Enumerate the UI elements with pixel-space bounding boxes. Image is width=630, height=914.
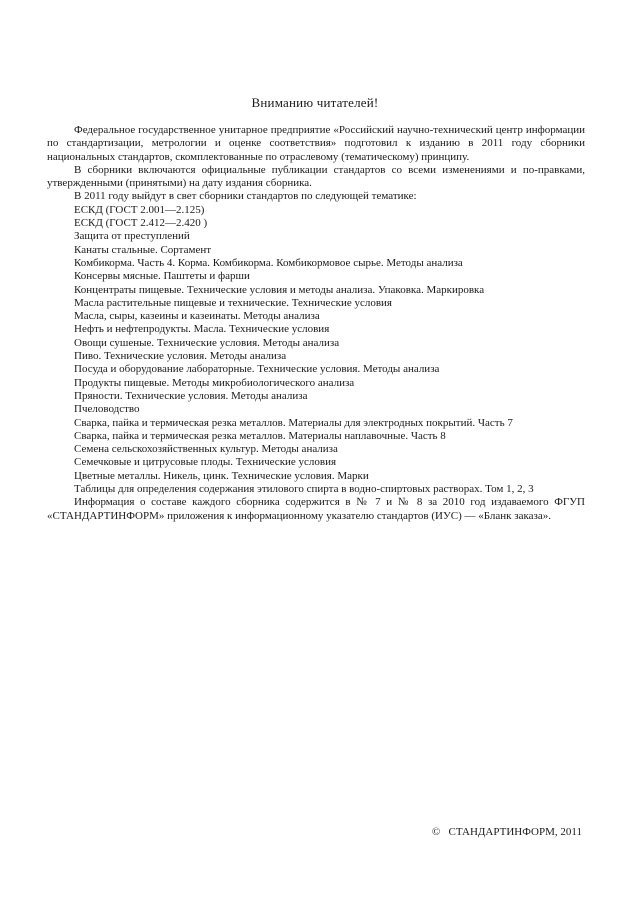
document-body xyxy=(47,124,585,523)
list-item: Цветные металлы. Никель, цинк. Технические условия. Марки xyxy=(74,469,369,482)
list-item: Нефть и нефтепродукты. Масла. Технические условия xyxy=(74,323,330,336)
list-item: Масла, сыры, казеины и казеинаты. Методы анализа xyxy=(74,310,320,323)
intro-paragraph: Федеральное государственное унитарное предприятие «Российский научно-технический центр информации по стандартизации, метрологии и оценке соответствия» подготовил к изданию в 2011 году сборники национальных стандартов, скомплектованные по отраслевому (тематическому) принципу. xyxy=(47,124,585,163)
list-item: Канаты стальные. Сортамент xyxy=(74,243,212,256)
list-item: Защита от преступлений xyxy=(74,230,190,243)
list-item: Сварка, пайка и термическая резка металлов. Материалы наплавочные. Часть 8 xyxy=(74,429,446,442)
list-item: Пчеловодство xyxy=(74,403,140,416)
page-title: Вниманию читателей! xyxy=(251,95,379,110)
list-item: Семена сельскохозяйственных культур. Методы анализа xyxy=(74,443,338,456)
inclusion-paragraph: В сборники включаются официальные публикации стандартов со всеми изменениями и по-правками, утвержденными (принятыми) на дату издания сборника. xyxy=(47,163,585,190)
list-item: Посуда и оборудование лабораторные. Технические условия. Методы анализа xyxy=(74,363,440,376)
list-item: Концентраты пищевые. Технические условия и методы анализа. Упаковка. Маркировка xyxy=(74,283,485,296)
list-item: ЕСКД (ГОСТ 2.412—2.420 ) xyxy=(74,217,208,230)
collections-list xyxy=(47,204,585,497)
list-item: Пряности. Технические условия. Методы анализа xyxy=(74,389,308,402)
list-item: ЕСКД (ГОСТ 2.001—2.125) xyxy=(74,203,205,216)
list-item: Пиво. Технические условия. Методы анализа xyxy=(74,350,287,363)
list-item: Комбикорма. Часть 4. Корма. Комбикорма. Комбикормовое сырье. Методы анализа xyxy=(74,256,463,269)
release-paragraph: В 2011 году выйдут в свет сборники стандартов по следующей тематике: xyxy=(74,190,417,203)
closing-paragraph: Информация о составе каждого сборника содержится в № 7 и № 8 за 2010 год издаваемого ФГУП «СТАНДАРТИНФОРМ» приложения к информационному указателю стандартов (ИУС) — «Бланк заказа». xyxy=(47,496,585,522)
copyright-footer: © СТАНДАРТИНФОРМ, 2011 xyxy=(431,826,582,838)
list-item: Продукты пищевые. Методы микробиологического анализа xyxy=(74,376,355,389)
list-item: Сварка, пайка и термическая резка металлов. Материалы для электродных покрытий. Часть 7 xyxy=(74,416,513,429)
list-item: Консервы мясные. Паштеты и фарши xyxy=(74,270,250,283)
list-item: Масла растительные пищевые и технические. Технические условия xyxy=(74,296,392,309)
list-item: Семечковые и цитрусовые плоды. Технические условия xyxy=(74,456,337,469)
list-item: Таблицы для определения содержания этилового спирта в водно-спиртовых растворах. Том 1, 2, 3 xyxy=(74,483,534,496)
list-item: Овощи сушеные. Технические условия. Методы анализа xyxy=(74,336,340,349)
